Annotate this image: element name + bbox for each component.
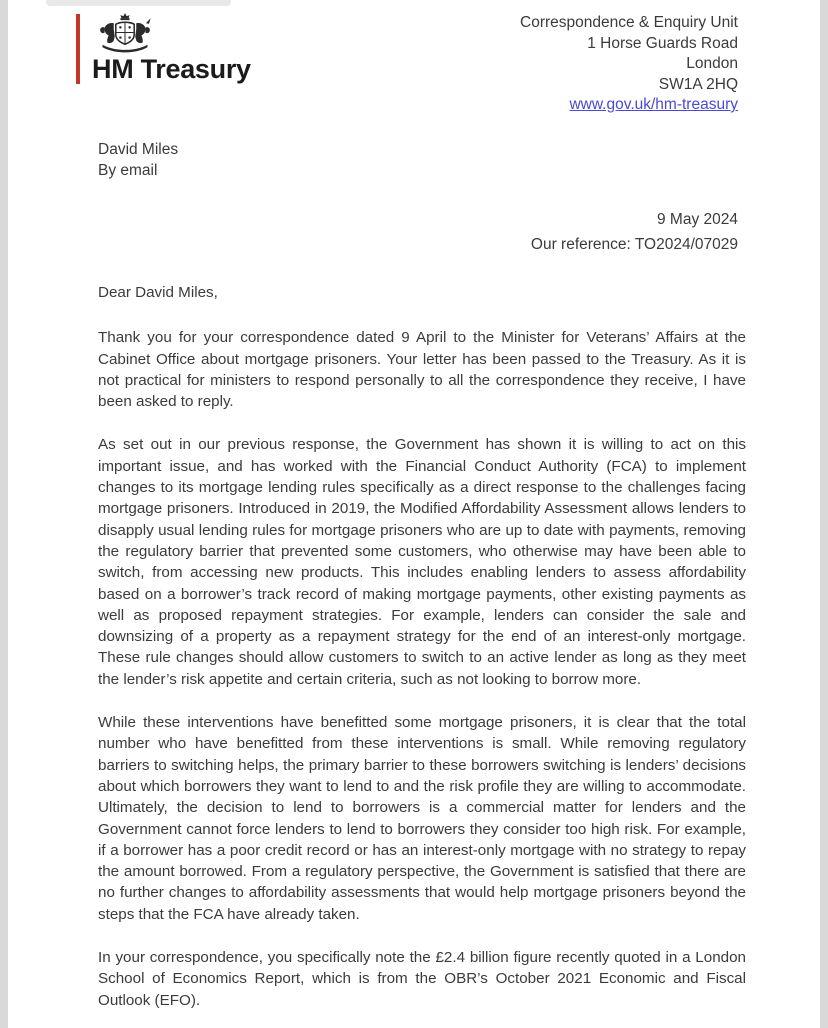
address-line-city: London	[686, 55, 738, 72]
royal-coat-of-arms-icon	[94, 12, 156, 56]
letter-paragraph-2: As set out in our previous response, the Government has shown it is willing to act on this important issue, and has worked with the Financial Conduct Authority (FCA) to implement changes to its mortgage lending rules specifically as a direct response to the challenges facing mortgage prisoners. Introduced in 2019, the Modified Affordability Assessment allows lenders to disapply usual lending rules for mortgage prisoners who are up to date with payments, removing the regulatory barrier that prevented some customers, who otherwise may have been able to switch, from accessing new products. This includes enabling lenders to assess affordability based on a borrower’s track record of making mortgage payments, other existing payments as well as proposed repayment strategies. For example, lenders can consider the sale and downsizing of a property as a repayment strategy for the end of an interest-only mortgage. These rule changes should allow customers to switch to an active lender as long as they meet the lender’s risk appetite and certain criteria, such as not looking to borrow more.	[98, 436, 746, 688]
letter-page	[8, 0, 820, 1028]
letter-paragraph-4: In your correspondence, you specifically note the £2.4 billion figure recently quoted in a London School of Economics Report, which is from the OBR’s October 2021 Economic and Fiscal Outlook (EFO).	[98, 949, 746, 1009]
recipient-delivery-method: By email	[98, 162, 158, 179]
letter-meta-block	[531, 207, 738, 257]
letter-body	[98, 282, 746, 1011]
letter-paragraph-3: While these interventions have benefitted some mortgage prisoners, it is clear that the total number who have benefitted from these interventions is small. While removing regulatory barriers to switching helps, the primary barrier to these borrowers switching is lenders’ decisions about which borrowers they want to lend to and the risk profile they are willing to accommodate. Ultimately, the decision to lend to borrowers is a commercial matter for lenders and the Government cannot force lenders to lend to borrowers they consider too high risk. For example, if a borrower has a poor credit record or has an interest-only mortgage with no strategy to repay the amount borrowed. From a regulatory perspective, the Government is satisfied that there are no further changes to affordability assessments that would help mortgage prisoners beyond the steps that the FCA have already taken.	[98, 714, 746, 923]
address-line-postcode: SW1A 2HQ	[658, 75, 738, 93]
address-line-street: 1 Horse Guards Road	[587, 34, 738, 52]
brand-name: HM Treasury	[92, 54, 251, 84]
recipient-block	[98, 139, 178, 181]
salutation: Dear David Miles,	[98, 284, 218, 301]
website-link[interactable]: www.gov.uk/hm-treasury	[569, 96, 738, 113]
letter-reference: Our reference: TO2024/07029	[530, 236, 738, 253]
page-top-edge-artifact	[46, 0, 231, 6]
brand-accent-rule	[76, 14, 80, 84]
recipient-name: David Miles	[98, 141, 179, 158]
return-address-block	[520, 13, 738, 116]
letter-paragraph-1: Thank you for your correspondence dated 9 April to the Minister for Veterans’ Affairs at the Cabinet Office about mortgage prisoners. Your letter has been passed to the Treasury. As it is not practical for ministers to respond personally to all the correspondence they receive, I have been asked to reply.	[98, 329, 746, 411]
address-line-unit: Correspondence & Enquiry Unit	[520, 14, 738, 31]
letter-date: 9 May 2024	[657, 211, 738, 228]
